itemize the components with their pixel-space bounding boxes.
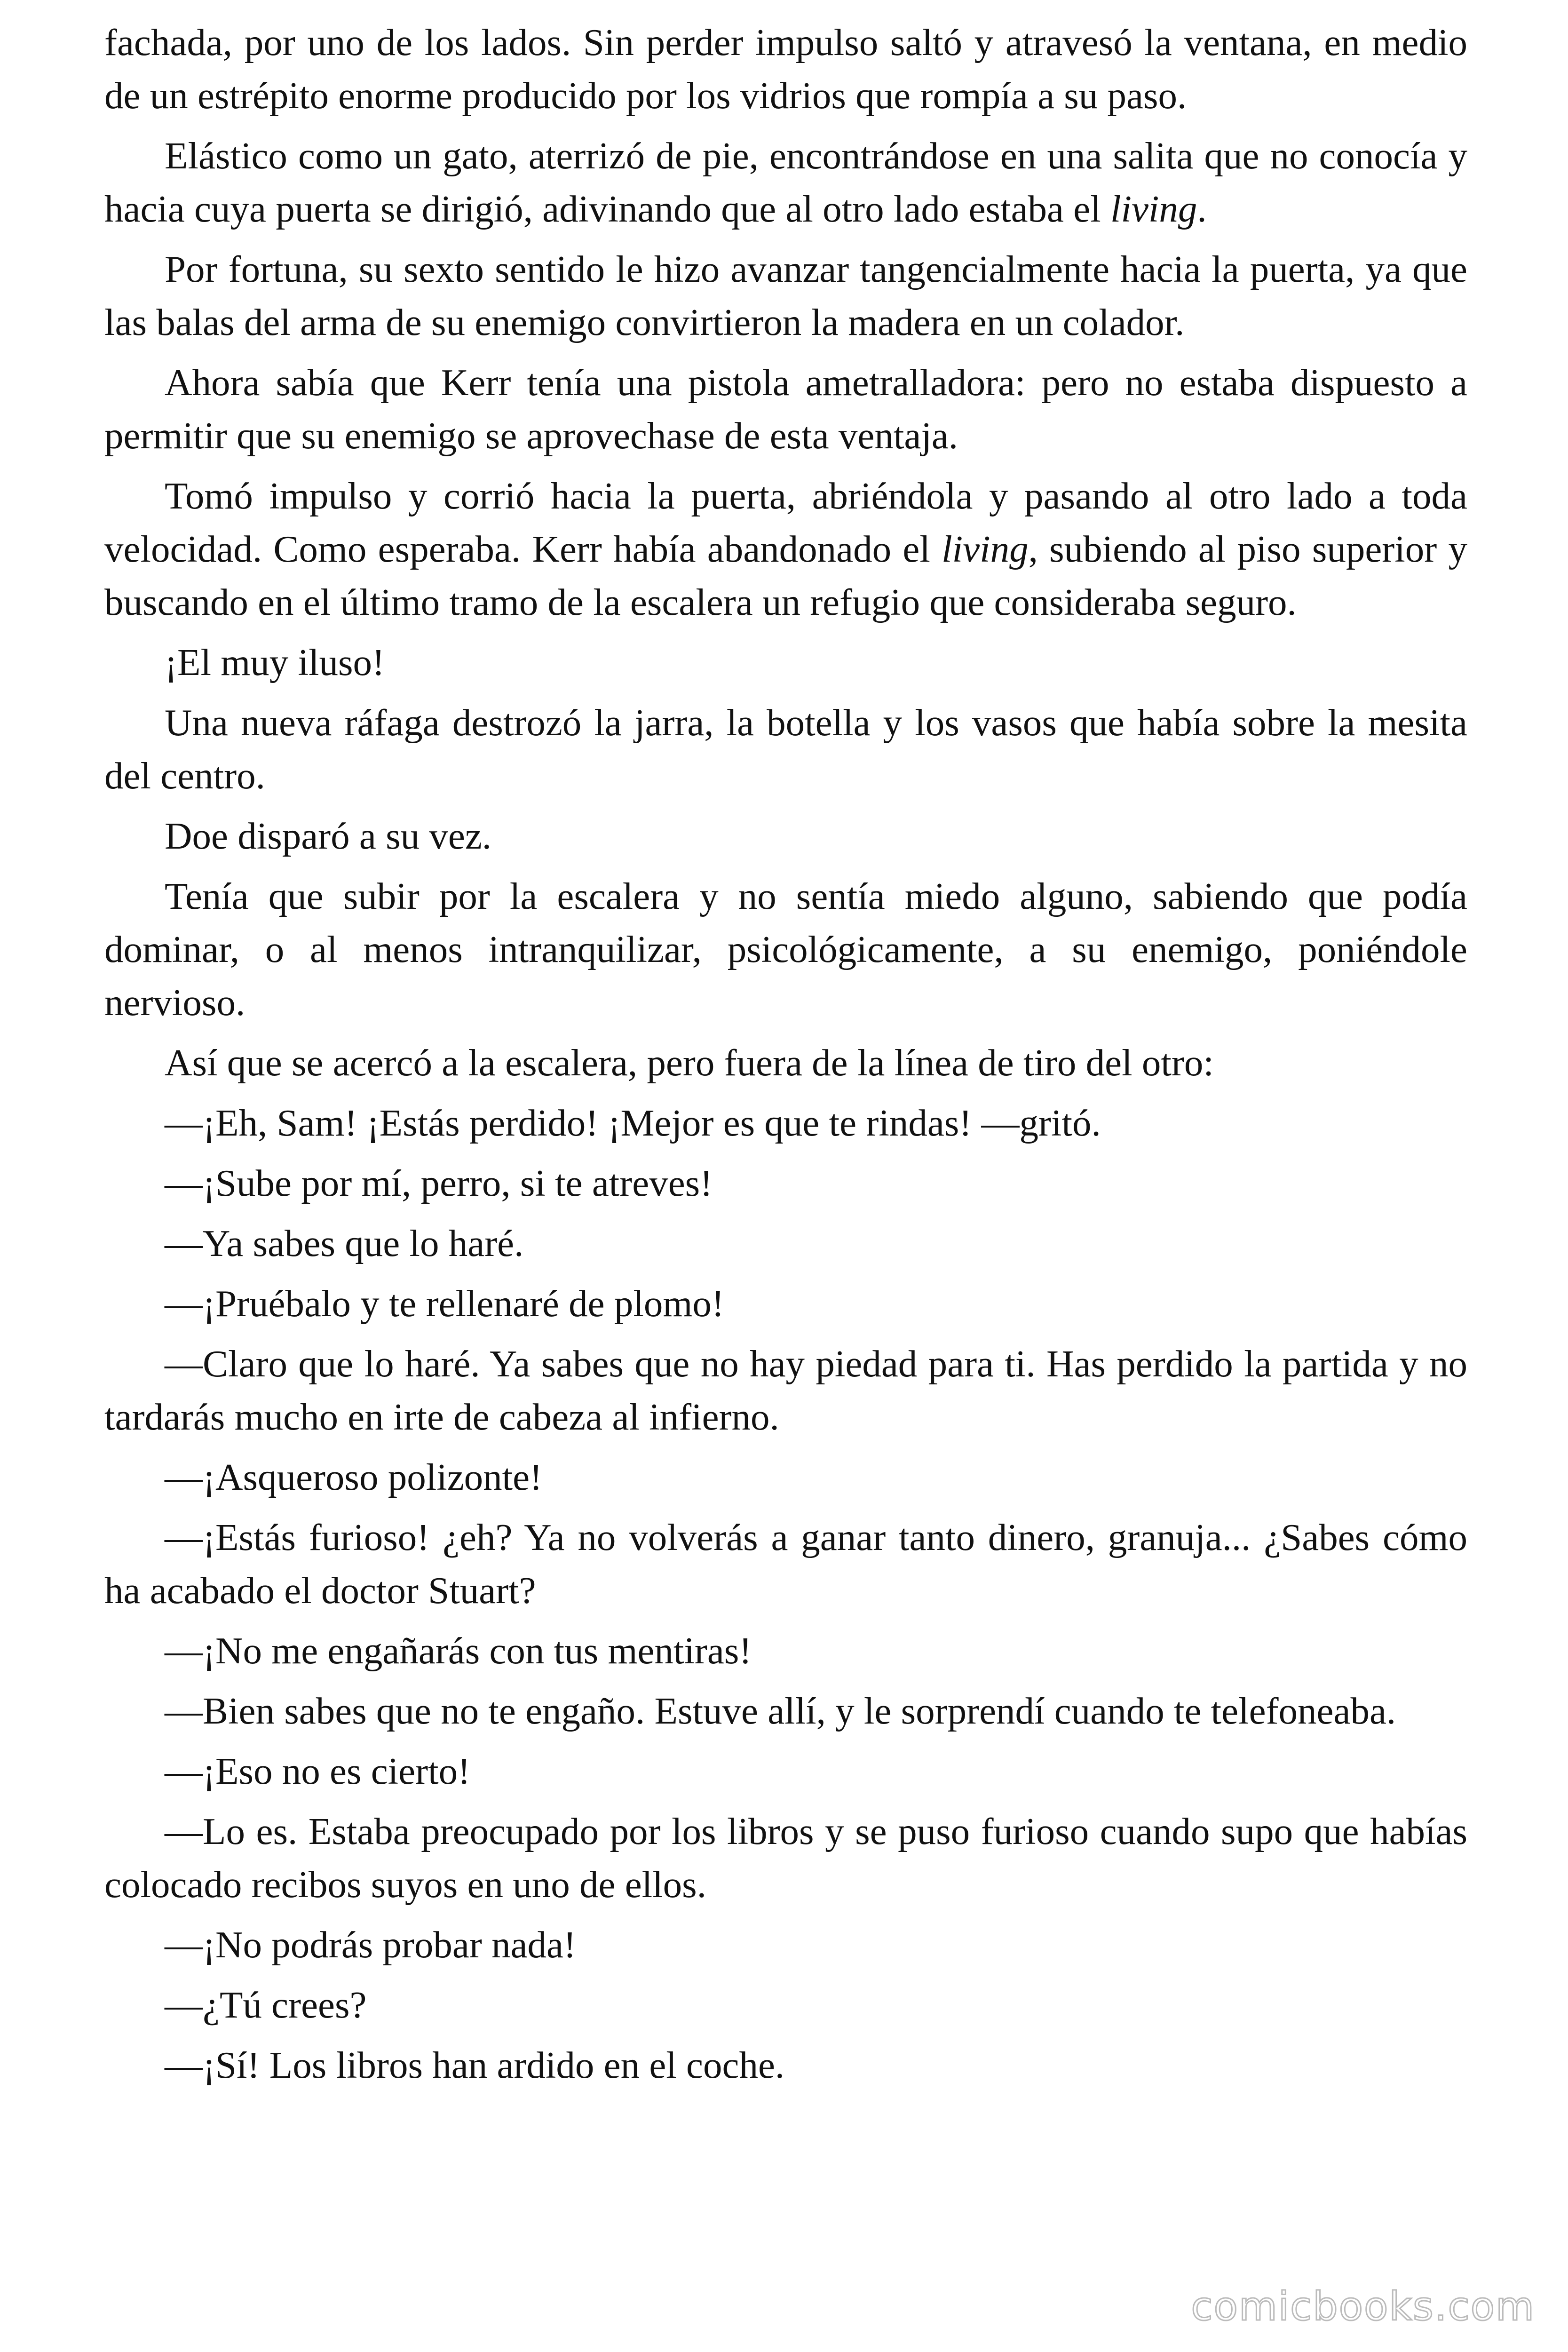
paragraph-text: Así que se acercó a la escalera, pero fuera de la línea de tiro del otro: — [165, 1041, 1214, 1084]
paragraph — [104, 243, 1467, 349]
watermark: comicbooks.com — [1191, 2283, 1535, 2329]
paragraph — [104, 356, 1467, 462]
paragraph — [104, 1511, 1467, 1617]
paragraph-text: —Claro que lo haré. Ya sabes que no hay piedad para ti. Has perdido la partida y no tardarás mucho en irte de cabeza al infierno. — [104, 1343, 1467, 1438]
paragraph — [104, 1979, 1467, 2032]
paragraph-text: —¡No me engañarás con tus mentiras! — [165, 1629, 752, 1672]
paragraph-text: , subiendo al piso superior y buscando en el último tramo de la escalera un refugio que consideraba seguro. — [104, 528, 1467, 623]
paragraph-text: —¡Eh, Sam! ¡Estás perdido! ¡Mejor es que te rindas! —gritó. — [165, 1102, 1101, 1144]
paragraph-text: —¡Sí! Los libros han ardido en el coche. — [165, 2044, 785, 2086]
paragraph — [104, 1157, 1467, 1210]
italic-text: living — [1110, 188, 1197, 230]
paragraph — [104, 870, 1467, 1029]
paragraph-text: Por fortuna, su sexto sentido le hizo avanzar tangencialmente hacia la puerta, ya que las balas del arma de su enemigo convirtieron la madera en un colador. — [104, 248, 1467, 343]
paragraph — [104, 1745, 1467, 1798]
paragraph — [104, 1451, 1467, 1504]
paragraph-text: —Bien sabes que no te engaño. Estuve allí, y le sorprendí cuando te telefoneaba. — [165, 1690, 1396, 1732]
paragraph — [104, 2039, 1467, 2092]
paragraph-text: —Lo es. Estaba preocupado por los libros y se puso furioso cuando supo que habías colocado recibos suyos en uno de ellos. — [104, 1810, 1467, 1906]
body-text — [104, 16, 1467, 2099]
paragraph — [104, 810, 1467, 863]
italic-text: living — [942, 528, 1029, 570]
paragraph-text: Tenía que subir por la escalera y no sentía miedo alguno, sabiendo que podía dominar, o al menos intranquilizar, psicológicamente, a su enemigo, poniéndole nervioso. — [104, 875, 1467, 1024]
paragraph-text: —¡Asqueroso polizonte! — [165, 1456, 543, 1498]
paragraph-text: Elástico como un gato, aterrizó de pie, encontrándose en una salita que no conocía y hacia cuya puerta se dirigió, adivinando que al otro lado estaba el — [104, 135, 1467, 230]
paragraph-text: Ahora sabía que Kerr tenía una pistola ametralladora: pero no estaba dispuesto a permitir que su enemigo se aprovechase de esta ventaja. — [104, 361, 1467, 457]
paragraph-text: —¡Estás furioso! ¿eh? Ya no volverás a ganar tanto dinero, granuja... ¿Sabes cómo ha acabado el doctor Stuart? — [104, 1516, 1467, 1612]
paragraph — [104, 1217, 1467, 1270]
paragraph-text: —¡No podrás probar nada! — [165, 1923, 576, 1966]
paragraph-text: fachada, por uno de los lados. Sin perder impulso saltó y atravesó la ventana, en medio de un estrépito enorme producido por los vidrios que rompía a su paso. — [104, 21, 1467, 117]
paragraph-text: —Ya sabes que lo haré. — [165, 1222, 524, 1264]
paragraph — [104, 129, 1467, 236]
paragraph-text: ¡El muy iluso! — [165, 641, 385, 683]
paragraph-text: Doe disparó a su vez. — [165, 815, 492, 857]
paragraph — [104, 1918, 1467, 1971]
paragraph-text: —¿Tú crees? — [165, 1984, 367, 2026]
paragraph-text: —¡Eso no es cierto! — [165, 1750, 471, 1792]
paragraph — [104, 16, 1467, 122]
paragraph — [104, 1805, 1467, 1911]
paragraph-text: —¡Sube por mí, perro, si te atreves! — [165, 1162, 713, 1204]
paragraph — [104, 469, 1467, 629]
paragraph-text: Una nueva ráfaga destrozó la jarra, la botella y los vasos que había sobre la mesita del centro. — [104, 701, 1467, 797]
paragraph — [104, 1337, 1467, 1444]
paragraph-text: . — [1197, 188, 1207, 230]
paragraph-text: —¡Pruébalo y te rellenaré de plomo! — [165, 1282, 724, 1325]
paragraph — [104, 1097, 1467, 1150]
paragraph — [104, 1624, 1467, 1677]
paragraph — [104, 696, 1467, 803]
paragraph — [104, 1277, 1467, 1330]
paragraph-text: Tomó impulso y corrió hacia la puerta, abriéndola y pasando al otro lado a toda velocidad. Como esperaba. Kerr había abandonado el — [104, 475, 1467, 570]
paragraph — [104, 1036, 1467, 1089]
paragraph — [104, 1685, 1467, 1738]
paragraph — [104, 636, 1467, 689]
